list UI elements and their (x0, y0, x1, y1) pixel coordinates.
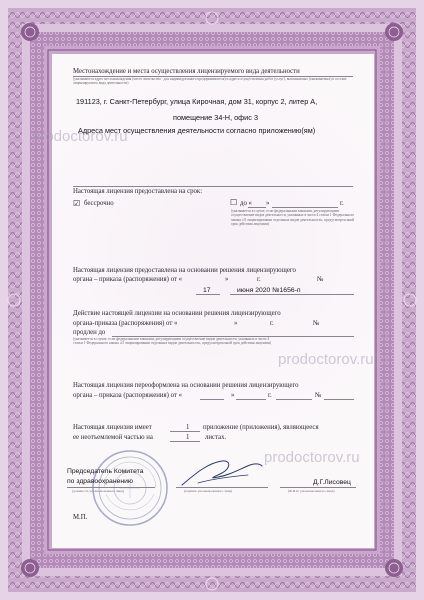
address-line-2: помещение 34-Н, офис 3 (173, 113, 258, 122)
until-quote: » (266, 200, 270, 207)
rule (73, 186, 353, 187)
rule (196, 294, 220, 295)
extension-hint: (указывается в случае, если федеральными законами, регулирующими осуществление видов деятельности, указанных в части 4 статьи 1 Федерального закона «О лицензировании отдельных видов деятельности», предусмотрен иной срок действия лицензии) (73, 337, 272, 346)
signatory-name: Д.Г.Лисовец (313, 479, 351, 486)
rule (248, 207, 266, 208)
rule (272, 207, 338, 208)
basis-quote: » (225, 276, 229, 283)
rule (230, 294, 354, 295)
reissue-line-2: органа – приказа (распоряжения) от « (73, 392, 182, 399)
basis-line-1: Настоящая лицензия предоставлена на основании решения лицензирующего (73, 267, 296, 274)
rule (236, 399, 266, 400)
rule (170, 431, 200, 432)
name-hint: (Ф.И.О. уполномоченного лица) (288, 489, 335, 493)
official-stamp (90, 448, 170, 528)
rule (280, 487, 356, 488)
basis-day: 17 (203, 287, 211, 294)
rule (176, 487, 268, 488)
basis-number-sign: № (317, 276, 324, 283)
indefinite-checkbox: ☑ (73, 199, 81, 208)
address-line-1: 191123, г. Санкт-Петербург, улица Кирочная, дом 31, корпус 2, литер А, (76, 97, 318, 106)
seal-place-label: М.П. (73, 514, 88, 521)
handwritten-signature (178, 455, 268, 489)
watermark: prodoctorov.ru (278, 351, 374, 368)
reissue-year: г. (268, 392, 272, 399)
until-prefix: до « (240, 200, 252, 207)
rule (170, 441, 200, 442)
appendix-line-2-suffix: листах. (205, 434, 227, 441)
places-line: Адреса мест осуществления деятельности согласно приложению(ям) (78, 126, 316, 135)
extension-line-2: органа-приказа (распоряжения) от « (73, 320, 178, 327)
basis-year: г. (257, 276, 261, 283)
appendix-count-1: 1 (186, 424, 190, 431)
until-hint: (указывается в случае, если федеральными законами, регулирующими осуществление видов деятельности, указанных в части 4 статьи 1 Федерального закона «О лицензировании отдельных видов деятельности», предусмотрен иной срок действия лицензии) (231, 209, 355, 226)
rule (67, 487, 155, 488)
extension-number-sign: № (313, 320, 320, 327)
rule (200, 399, 224, 400)
signatory-position-line-2: по здравоохранению (67, 478, 134, 485)
extension-year: г. (270, 320, 274, 327)
watermark: prodoctorov.ru (264, 449, 360, 466)
location-hint: (указываются адрес местонахождения (место жительства - для индивидуального предпринимателя) и адреса осуществления работ (услуг), выполняемых (оказываемых) в составе лицензируемого вида деятельности) (73, 77, 347, 86)
reissue-line-1: Настоящая лицензия переоформлена на основании решения лицензирующего (73, 382, 299, 389)
appendix-line-1-suffix: приложение (приложения), являющееся (203, 424, 319, 431)
appendix-line-2-prefix: ее неотъемлемой частью на (73, 434, 153, 441)
appendix-line-1-prefix: Настоящая лицензия имеет (73, 424, 152, 431)
extension-line-1: Действие настоящей лицензии на основании решения лицензирующего (73, 310, 281, 317)
basis-date: июня 2020 №1656-п (237, 287, 301, 294)
rule (324, 399, 354, 400)
until-year: г. (340, 200, 344, 207)
signatory-position-line-1: Председатель Комитета (67, 468, 144, 475)
reissue-number-sign: № (315, 392, 322, 399)
until-checkbox: ☐ (230, 198, 238, 207)
extension-line-3: продлен до (73, 329, 106, 336)
appendix-count-2: 1 (186, 434, 190, 441)
watermark: prodoctorov.ru (32, 128, 128, 145)
basis-line-2: органа – приказа (распоряжения) от « (73, 276, 182, 283)
sign-hint: (подпись уполномоченного лица) (184, 489, 233, 493)
rule (276, 399, 312, 400)
term-label: Настоящая лицензия предоставлена на срок: (73, 188, 203, 195)
position-hint: (должность уполномоченного лица) (72, 489, 124, 493)
reissue-quote: » (231, 392, 235, 399)
extension-quote: » (234, 320, 238, 327)
location-title: Местонахождение и места осуществления лицензируемого вида деятельности (73, 68, 300, 75)
indefinite-label: бессрочно (84, 200, 114, 207)
